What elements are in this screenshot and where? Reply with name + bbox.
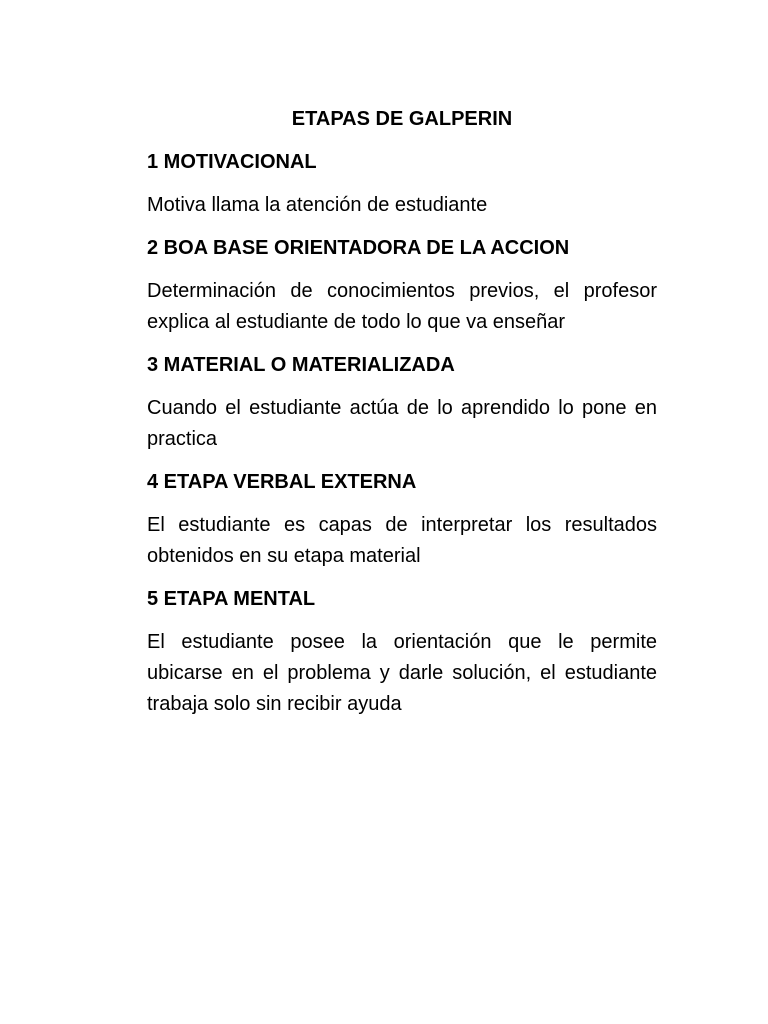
section-1 [147,147,657,221]
document-title: ETAPAS DE GALPERIN [291,108,513,130]
section-body-material: Cuando el estudiante actúa de lo aprendido lo pone en practica [147,397,657,450]
section-heading-motivacional: 1 MOTIVACIONAL [147,151,317,173]
section-body-motivacional: Motiva llama la atención de estudiante [147,194,488,216]
section-heading-verbal-externa: 4 ETAPA VERBAL EXTERNA [147,471,417,493]
section-body-boa: Determinación de conocimientos previos, el profesor explica al estudiante de todo lo que va enseñar [147,280,657,333]
section-3 [147,350,657,455]
section-heading-material: 3 MATERIAL O MATERIALIZADA [147,354,455,376]
document-page [147,104,657,732]
section-heading-mental: 5 ETAPA MENTAL [147,588,316,610]
section-5 [147,584,657,720]
section-4 [147,467,657,572]
section-heading-boa: 2 BOA BASE ORIENTADORA DE LA ACCION [147,237,570,259]
section-body-verbal-externa: El estudiante es capas de interpretar los resultados obtenidos en su etapa material [147,514,657,567]
section-2 [147,233,657,338]
section-body-mental: El estudiante posee la orientación que le permite ubicarse en el problema y darle solución, el estudiante trabaja solo sin recibir ayuda [147,631,657,715]
